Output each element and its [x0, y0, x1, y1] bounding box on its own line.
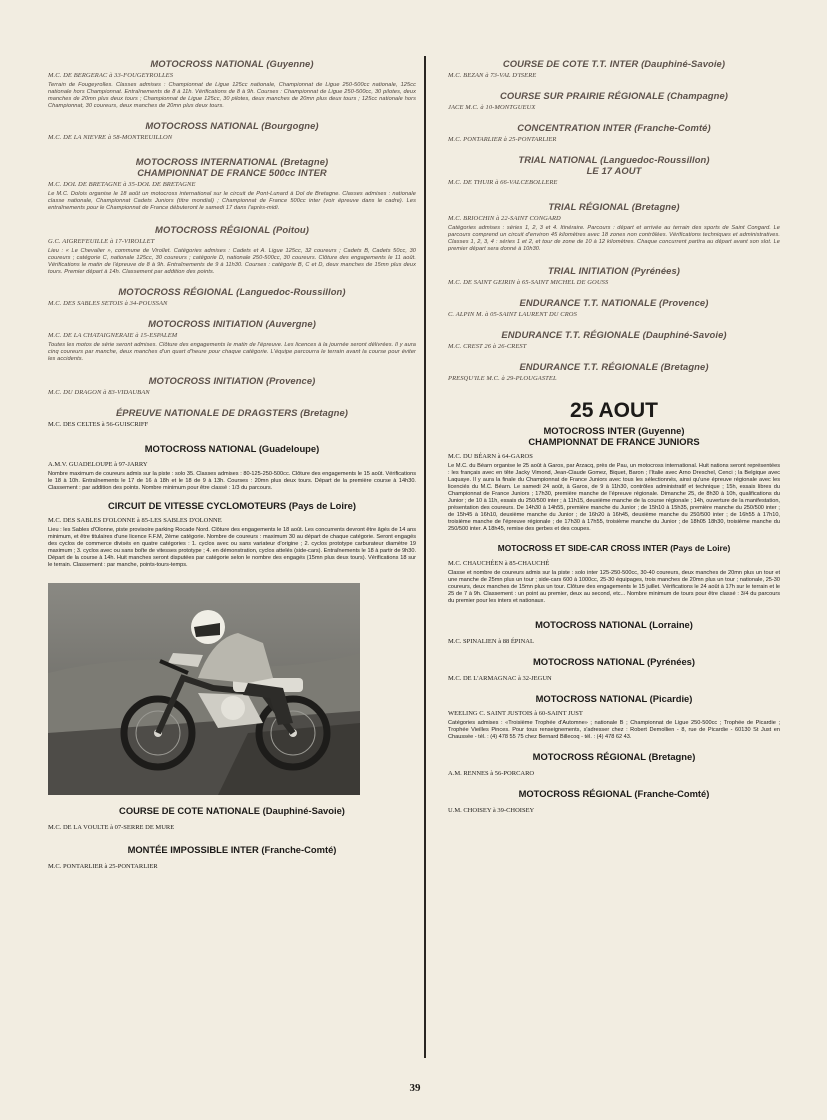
- event-title: ENDURANCE T.T. RÉGIONALE (Bretagne): [519, 361, 709, 372]
- event-organizer: WEELING C. SAINT JUSTOIS à 60-SAINT JUST: [448, 710, 583, 717]
- event-prairie-regionale: [448, 90, 780, 112]
- event-title: CIRCUIT DE VITESSE CYCLOMOTEURS (Pays de Loire): [108, 500, 356, 511]
- event-title: MOTOCROSS RÉGIONAL (Poitou): [155, 224, 309, 235]
- event-title: MONTÉE IMPOSSIBLE INTER (Franche-Comté): [127, 844, 337, 855]
- event-title: MOTOCROSS NATIONAL (Guyenne): [150, 58, 314, 69]
- event-title: TRIAL RÉGIONAL (Bretagne): [548, 201, 680, 212]
- event-organizer: C. ALPIN M. à 05-SAINT LAURENT DU CROS: [448, 311, 577, 318]
- photo-illustration: [48, 583, 360, 795]
- event-organizer: M.C. DES SABLES SETOIS à 34-POUSSAN: [48, 300, 168, 307]
- event-title: ENDURANCE T.T. NATIONALE (Provence): [519, 297, 709, 308]
- event-circuit-vitesse: [48, 500, 416, 569]
- event-side-car-cross: [448, 543, 780, 605]
- event-title: MOTOCROSS RÉGIONAL (Languedoc-Roussillon): [118, 286, 346, 297]
- event-trial-initiation: [448, 265, 780, 287]
- event-trial-national: [448, 154, 780, 187]
- event-organizer: M.C. DE LA CHATAIGNERAIE à 15-ESPALEM: [48, 332, 178, 339]
- event-motocross-lorraine: [448, 619, 780, 646]
- event-title: MOTOCROSS INITIATION (Auvergne): [148, 318, 316, 329]
- event-organizer: M.C. DOL DE BRETAGNE à 35-DOL DE BRETAGNE: [48, 181, 196, 188]
- event-organizer: M.C. CREST 26 à 26-CREST: [448, 343, 527, 350]
- event-title: COURSE SUR PRAIRIE RÉGIONALE (Champagne): [500, 90, 728, 101]
- event-description: Le M.C. Dolois organise le 18 août un motocross international sur le circuit de Pont-Lunard à Dol de Bretagne. Classes admises : nationale classe nationale, Championnat Cadets Juniors (titre mondial) ; Championnat de France 500cc inter (voir épreuve dans le cadre). Les entraînements pour le Championnat de France débuteront le samedi 17 dans l'après-midi.: [48, 191, 416, 211]
- event-organizer: M.C. DE BERGERAC à 33-FOUGEYROLLES: [48, 72, 174, 79]
- event-organizer: M.C. DU BÉARN à 64-GAROS: [448, 453, 533, 460]
- page-number: 39: [409, 1082, 421, 1094]
- event-endurance-nationale: [448, 297, 780, 319]
- event-title: MOTOCROSS ET SIDE-CAR CROSS INTER (Pays de Loire): [497, 543, 731, 553]
- event-title: MOTOCROSS INTER (Guyenne): [543, 425, 685, 436]
- event-organizer: PRESQU'ILE M.C. à 29-PLOUGASTEL: [448, 375, 557, 382]
- event-trial-regional: [448, 201, 780, 253]
- event-organizer: M.C. PONTARLIER à 25-PONTARLIER: [48, 863, 158, 870]
- event-title: MOTOCROSS INITIATION (Provence): [148, 375, 316, 386]
- event-description: Lieu : « Le Chevalier », commune de Virollet. Catégories admises : Cadets et A. Ligue 125cc, 32 coureurs ; Cadets B, Cadets 50cc, 30 coureurs ; catégorie C, nationale 125cc, 30 coureurs ; catégorie D, nationale 250-500cc, 30 coureurs. Clôture des engagements le 11 août. Vérifications le matin de l'épreuve de 8 à 9h. Entraînements de 9 à 11h30. Courses : catégorie B, C et D, deux manches de 15mn plus deux tours. Premier départ à 14h. Classement par addition des points.: [48, 248, 416, 275]
- event-organizer: M.C. PONTARLIER à 25-PONTARLIER: [448, 136, 557, 143]
- event-organizer: M.C. DE SAINT GEIRIN à 65-SAINT MICHEL DE GOUSS: [448, 279, 609, 286]
- event-organizer: M.C. DE THUIR à 66-VALCEBOLLERE: [448, 179, 558, 186]
- event-organizer: U.M. CHOISEY à 39-CHOISEY: [448, 807, 535, 814]
- date-heading: 25 AOUT: [570, 399, 658, 422]
- event-title: MOTOCROSS NATIONAL (Pyrénées): [532, 656, 695, 667]
- event-organizer: M.C. DES CELTES à 56-GUISCRIFF: [48, 421, 149, 428]
- event-organizer: M.C. DE LA VOULTE à 07-SERRE DE MURE: [48, 824, 175, 831]
- event-title: MOTOCROSS RÉGIONAL (Bretagne): [532, 751, 696, 762]
- event-title: MOTOCROSS INTERNATIONAL (Bretagne): [135, 156, 329, 167]
- event-regional-franche-comte: [448, 788, 780, 815]
- event-subtitle: CHAMPIONNAT DE FRANCE JUNIORS: [528, 436, 700, 447]
- event-description: Terrain de Fougeyrolles. Classes admises : Championnat de Ligue 125cc nationale, Championnat de Ligue 250-500cc nationale, 125cc nationale hors Championnat. Entraînements de 8 à 11h. Vérifications de 8 à 9h. Courses : Championnat de Ligue 250-500cc, 30 pilotes, deux manches de 20mn plus deux tours ; Championnat de Ligue 125cc, 30 pilotes, deux manches de 20mn plus deux tours ; 125cc nationale hors Championnat, 30 coureurs, deux manches de 20mn plus deux tours.: [48, 82, 416, 109]
- event-title: CONCENTRATION INTER (Franche-Comté): [517, 122, 711, 133]
- event-organizer: G.C. AIGREFEUILLE à 17-VIROLLET: [48, 238, 155, 245]
- event-description: Classe et nombre de coureurs admis sur la piste : solo inter 125-250-500cc, 30-40 coureurs, deux manches de 20mn plus un tour et une manche de 25mn plus un tour ; side-cars 600 à 1000cc, 25-30 équipages, trois manches de 20mn plus un tour ; nationale, 25-30 coureurs, deux manches de 15mn plus un tour. Clôture des engagements le 15 juillet. Vérifications le 24 août à 17h sur le terrain et le 25 de 7 à 9h. Classement : un point au premier, deux au second, etc... Nombre minimum de tours pour être classé : 3/4 du parcours du premier pour les inters et nationaux.: [448, 570, 780, 604]
- event-motocross-bourgogne: [48, 120, 416, 142]
- event-motocross-languedoc: [48, 286, 416, 308]
- event-title: MOTOCROSS NATIONAL (Picardie): [535, 693, 693, 704]
- event-motocross-bretagne: [48, 156, 416, 212]
- event-title: MOTOCROSS NATIONAL (Guadeloupe): [144, 443, 320, 454]
- event-cote-tt-inter: [448, 58, 780, 80]
- event-title: MOTOCROSS NATIONAL (Bourgogne): [145, 120, 319, 131]
- event-montee-impossible: [48, 844, 416, 871]
- event-title: ENDURANCE T.T. RÉGIONALE (Dauphiné-Savoie): [501, 329, 727, 340]
- event-organizer: M.C. DE LA NIEVRE à 58-MONTREUILLON: [48, 134, 173, 141]
- event-motocross-guadeloupe: [48, 443, 416, 492]
- event-description: Catégories admises : séries 1, 2, 3 et 4. Itinéraire. Parcours : départ et arrivée au terrain des sports de Saint Congard. Le parcours comprend un circuit d'environ 45 kilomètres avec 18 zones non contrôlées. Vérifications techniques et administratives. Classes 1, 2, 3, 4 : séries 1 et 2, et tour de zone de 10 à 12 kilomètres. Chaque concurrent partira au départ avant son slot. Le premier départ sera donné à 10h30.: [448, 225, 780, 252]
- event-course-cote-nationale: [48, 805, 416, 832]
- event-organizer: A.M.V. GUADELOUPE à 97-JARRY: [48, 461, 148, 468]
- event-organizer: A.M. RENNES à 56-PORCARO: [448, 770, 535, 777]
- left-column: [48, 58, 416, 873]
- motorcycle-rider-photo: [48, 583, 360, 795]
- event-motocross-poitou: [48, 224, 416, 276]
- event-endurance-dauphine: [448, 329, 780, 351]
- event-initiation-auvergne: [48, 318, 416, 363]
- event-regional-bretagne: [448, 751, 780, 778]
- event-description: Nombre maximum de coureurs admis sur la piste : solo 35. Classes admises : 80-125-250-500cc. Clôture des engagements le 15 août. Vérifications le 18 à 10h. Entraînements le 17 de 16 à 18h et le 18 de 9 à 13h. Courses : 20mn plus deux tours. Départ de la première course à 14h30. Classement : par addition des points. Nombre minimum pour être classé : 1/3 du parcours.: [48, 471, 416, 491]
- event-motocross-pyrenees: [448, 656, 780, 683]
- column-divider: [424, 56, 426, 1058]
- event-organizer: M.C. BEZAN à 73-VAL D'ISERE: [448, 72, 537, 79]
- event-title: MOTOCROSS RÉGIONAL (Franche-Comté): [518, 788, 710, 799]
- event-title: TRIAL INITIATION (Pyrénées): [547, 265, 681, 276]
- event-motocross-guyenne: [48, 58, 416, 110]
- event-description: Catégories admises : «Troisième Trophée d'Automne» ; nationale B ; Championnat de Ligue 250-500cc ; Trophée de Picardie ; Trophée Vieilles Pinces. Pour tous renseignements, s'adresser chez : Robert Demollien - 8, rue de Picardie - 60130 St Just en Chaussée - tél. : (4) 478 55 75 chez Bernard Billecoq - tél. : (4) 478 62 43.: [448, 720, 780, 740]
- event-date-label: LE 17 AOUT: [586, 165, 642, 176]
- event-dragsters-organizer: [48, 421, 416, 429]
- event-title: COURSE DE COTE NATIONALE (Dauphiné-Savoie): [119, 805, 345, 816]
- event-organizer: M.C. DE L'ARMAGNAC à 32-JEGUN: [448, 675, 552, 682]
- event-organizer: M.C. SPINALIEN à 88 ÉPINAL: [448, 638, 534, 645]
- event-organizer: M.C. CHAUCHÉEN à 85-CHAUCHÉ: [448, 560, 550, 567]
- event-subtitle: CHAMPIONNAT DE FRANCE 500cc INTER: [137, 167, 327, 178]
- right-column: [448, 58, 780, 817]
- event-title: ÉPREUVE NATIONALE DE DRAGSTERS (Bretagne): [115, 407, 349, 418]
- event-title: TRIAL NATIONAL (Languedoc-Roussillon): [518, 154, 710, 165]
- event-description: Le M.C. du Béarn organise le 25 août à Garos, par Arzacq, près de Pau, un motocross international. Huit nations seront représentées : les français avec en tête Jacky Vimond, Jean-Claude Gomez, Biquet, Baron ; l'Italie avec Arno Dreschel, Cenci ; la Belgique avec Laquaye. Il y aura la finale du Championnat de France Juniors avec tous les sélectionnés, ainsi qu'une épreuve régionale avec les licenciés du M.C. Béarn. Le samedi 24 août, à Garos, de 9 à 11h30, contrôles administratif et technique ; 15h, essais libres du Championnat de France Juniors ; 17h30, première manche de l'épreuve régionale. Dimanche 25, de 8h30 à 10h, qualifications du Junior ; de 10 à 11h, essais du 250/500 inter ; à 11h15, deuxième manche de la course régionale ; 14h, ouverture de la manifestation, présentation des coureurs. De 14h30 à 14h55, première manche du Junior ; de 15h10 à 15h35, première manche du 250/500 inter ; de 15h45 à 16h10, deuxième manche du Junior ; de 16h20 à 16h45, deuxième manche du 250/500 inter ; de 16h55 à 17h10, troisième manche de l'épreuve régionale ; de 17h30 à 17h55, troisième manche du Junior ; de 18h05 18h30, troisième manche du 250/500 inter. A 18h45, remise des gerbes et des coupes.: [448, 463, 780, 532]
- event-organizer: M.C. DU DRAGON à 83-VIDAUBAN: [48, 389, 150, 396]
- event-endurance-bretagne: [448, 361, 780, 383]
- event-title: MOTOCROSS NATIONAL (Lorraine): [535, 619, 693, 630]
- event-organizer: M.C. BRIOCHIN à 22-SAINT CONGARD: [448, 215, 561, 222]
- event-organizer: M.C. DES SABLES D'OLONNE à 85-LES SABLES D'OLONNE: [48, 517, 222, 524]
- event-organizer: JACE M.C. à 10-MONTGUEUX: [448, 104, 536, 111]
- event-dragsters-bretagne: [48, 407, 416, 418]
- event-description: Lieu : les Sables d'Olonne, piste provisoire parking Rocade Nord. Clôture des engagements le 18 août. Les concurrents devront être âgés de 14 ans minimum, et être titulaires d'une licence F.F.M, 2ème catégorie. Nombre de coureurs : maximum 30 au départ de chaque catégorie. Seront engagés des cyclos de commerce divisés en quatre catégories : 1. cyclos avec ou sans variateur d'origine ; 2. cyclos prototype carburateur diamètre 19 maximum ; 3. cyclos avec ou sans boîte de vitesses prototype ; 4. en démonstration, cyclos attelés (side-cars). Entraînements le 18 à partir de 9h30. Départ de la course à 14h. Huit manches seront disputées par catégorie selon le nombre des engagés (15mn plus deux tours). Vérifications 18 sur le terrain. Classement : par manche, points-tours-temps.: [48, 527, 416, 568]
- event-concentration-inter: [448, 122, 780, 144]
- event-description: Toutes les motos de série seront admises. Clôture des engagements le matin de l'épreuve. Les licences à la journée seront délivrées. Il y aura cinq coureurs par manche, deux manches d'un quart d'heure pour chaque catégorie. L'équipe parcourra le terrain avant la course pour éviter les accidents.: [48, 342, 416, 362]
- event-title: COURSE DE COTE T.T. INTER (Dauphiné-Savoie): [502, 58, 726, 69]
- event-motocross-inter-guyenne: [448, 425, 780, 533]
- event-motocross-picardie: [448, 693, 780, 741]
- event-initiation-provence: [48, 375, 416, 397]
